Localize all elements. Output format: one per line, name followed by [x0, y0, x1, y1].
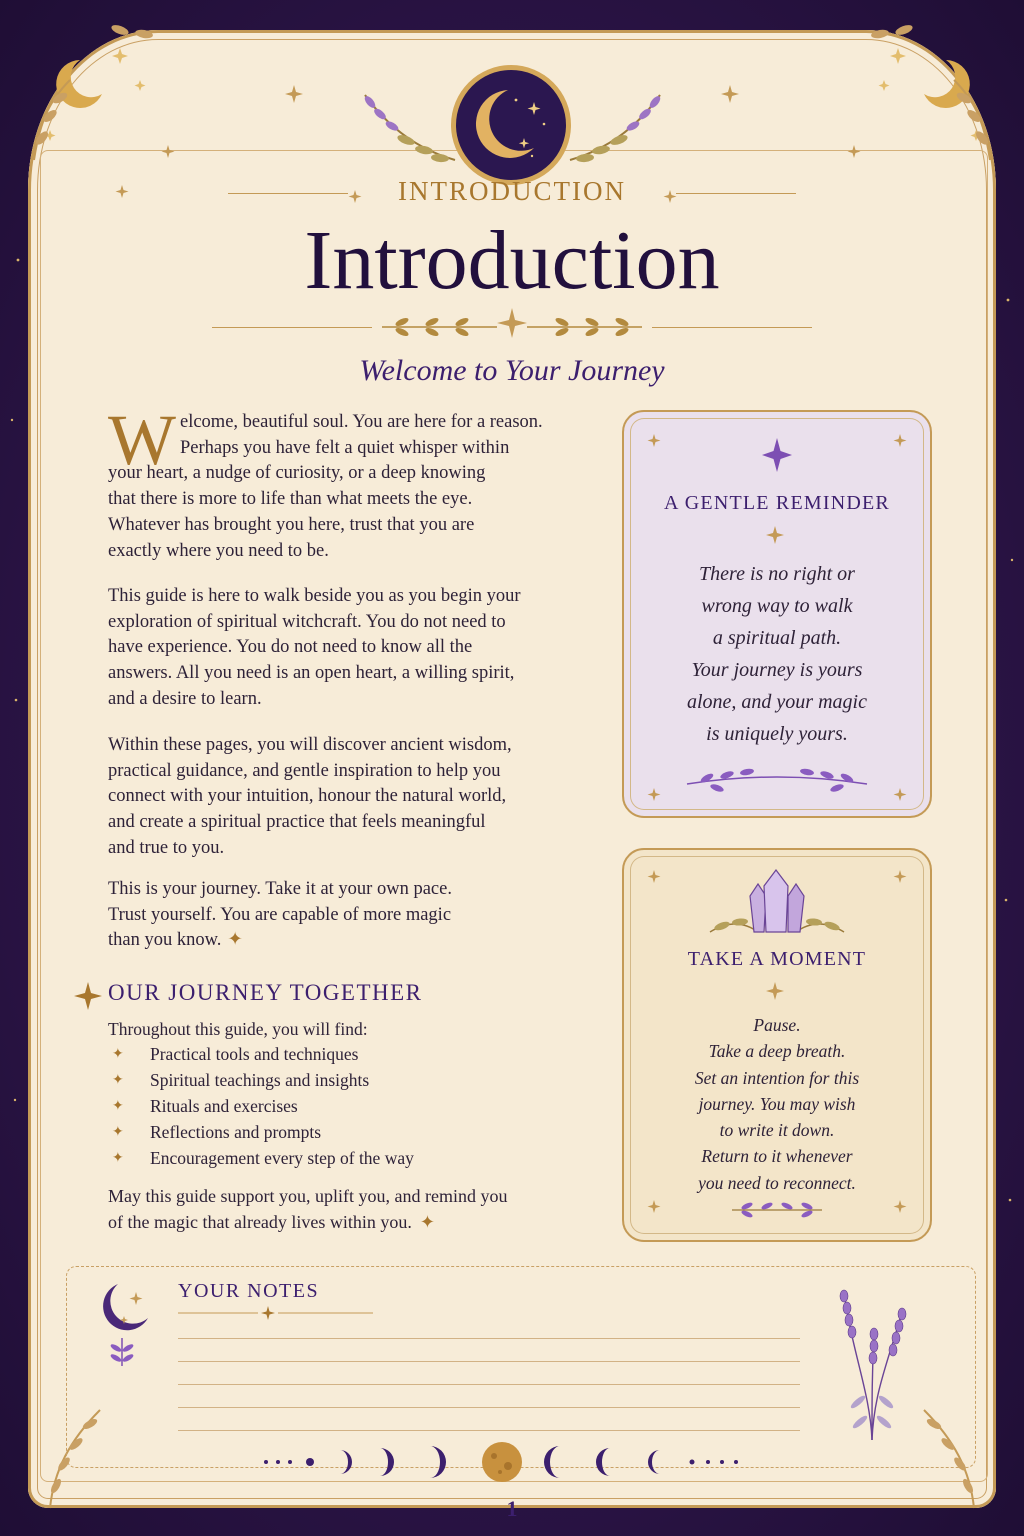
text-line: Perhaps you have felt a quiet whisper within: [180, 437, 510, 458]
notes-title: YOUR NOTES: [178, 1280, 320, 1302]
lavender-plant-icon: [822, 1282, 922, 1442]
text-line: is uniquely yours.: [706, 723, 848, 745]
title-rule-left: [212, 327, 372, 328]
text-line: practical guidance, and gentle inspiration to help you: [108, 760, 501, 781]
page-title: Introduction: [304, 214, 720, 307]
text-line: elcome, beautiful soul. You are here for a reason.: [180, 412, 543, 432]
text-line: have experience. You do not need to know all the: [108, 637, 473, 658]
card-body: [624, 558, 930, 750]
text-line: [108, 928, 588, 954]
text-line: There is no right or: [699, 563, 855, 585]
gentle-reminder-card: [622, 410, 932, 818]
notes-writing-line[interactable]: [178, 1361, 800, 1362]
paragraph-4: [108, 877, 588, 954]
text-line: your heart, a nudge of curiosity, or a deep knowing: [108, 463, 486, 484]
text-line: answers. All you need is an open heart, a willing spirit,: [108, 663, 515, 684]
text-line: exactly where you need to be.: [108, 540, 329, 561]
text-line: [108, 1210, 578, 1236]
paragraph-1: [108, 410, 588, 564]
text-line: Take a deep breath.: [708, 1041, 846, 1062]
text-line: and true to you.: [108, 837, 225, 858]
text-line: Pause.: [753, 1015, 801, 1035]
paragraph-2: [108, 584, 588, 713]
card-title: TAKE A MOMENT: [687, 948, 867, 970]
text-line: alone, and your magic: [687, 691, 867, 713]
text-line: connect with your intuition, honour the natural world,: [108, 786, 507, 807]
drop-cap: W: [108, 400, 176, 480]
text-line: Whatever has brought you here, trust that you are: [108, 514, 475, 535]
text-line: This is your journey. Take it at your own pace.: [108, 879, 452, 899]
notes-writing-line[interactable]: [178, 1384, 800, 1385]
text-line: wrong way to walk: [701, 595, 853, 617]
text-segment: of the magic that already lives within you.: [108, 1211, 412, 1232]
closing-paragraph: [108, 1184, 578, 1235]
page-kicker: INTRODUCTION: [398, 176, 626, 206]
leaf-divider-icon: [727, 1200, 827, 1220]
bullet-star-icon: ✦: [112, 1047, 124, 1062]
text-line: a spiritual path.: [712, 627, 842, 649]
take-a-moment-card: [622, 848, 932, 1242]
notes-writing-line[interactable]: [178, 1430, 800, 1431]
text-line: Set an intention for this: [694, 1067, 860, 1088]
sparkle-icon: ✦: [227, 930, 243, 951]
text-segment: than you know.: [108, 930, 222, 951]
text-line: you need to reconnect.: [698, 1172, 856, 1193]
text-line: Trust yourself. You are capable of more magic: [108, 904, 452, 925]
notes-writing-line[interactable]: [178, 1407, 800, 1408]
text-line: Your journey is yours: [691, 659, 863, 681]
text-line: Return to it whenever: [701, 1146, 853, 1167]
text-line: to write it down.: [719, 1120, 835, 1141]
notes-writing-line[interactable]: [178, 1338, 800, 1339]
text-line: exploration of spiritual witchcraft. You do not need to: [108, 611, 506, 632]
moon-phases-row: [262, 1440, 762, 1484]
page-number: 1: [506, 1496, 518, 1521]
text-line: journey. You may wish: [698, 1093, 856, 1114]
sparkle-icon: ✦: [419, 1211, 436, 1232]
text-line: This guide is here to walk beside you as you begin your: [108, 586, 521, 606]
title-rule-right: [652, 327, 812, 328]
paragraph-3: [108, 733, 588, 862]
bullet-star-icon: ✦: [112, 1151, 124, 1166]
section-star-icon: [74, 982, 102, 1010]
card-title: A GENTLE REMINDER: [664, 492, 890, 514]
bullet-star-icon: ✦: [112, 1125, 124, 1140]
page-subtitle: Welcome to Your Journey: [359, 354, 665, 387]
leaf-divider-icon: [372, 312, 652, 342]
notes-title-rule: [178, 1306, 378, 1320]
text-line: Within these pages, you will discover ancient wisdom,: [108, 735, 512, 755]
card-body: [624, 1012, 930, 1196]
section-heading: OUR JOURNEY TOGETHER: [108, 980, 423, 1005]
full-moon-icon: [482, 1442, 522, 1482]
section-intro: Throughout this guide, you will find:: [108, 1019, 368, 1039]
bullet-star-icon: ✦: [112, 1099, 124, 1114]
bullet-star-icon: ✦: [112, 1073, 124, 1088]
lavender-garland-icon: [682, 766, 872, 796]
text-line: and a desire to learn.: [108, 688, 262, 709]
text-line: that there is more to life than what meets the eye.: [108, 489, 473, 510]
text-line: and create a spiritual practice that feels meaningful: [108, 812, 486, 833]
text-line: May this guide support you, uplift you, and remind you: [108, 1186, 508, 1206]
moon-sprig-icon: [86, 1278, 156, 1368]
